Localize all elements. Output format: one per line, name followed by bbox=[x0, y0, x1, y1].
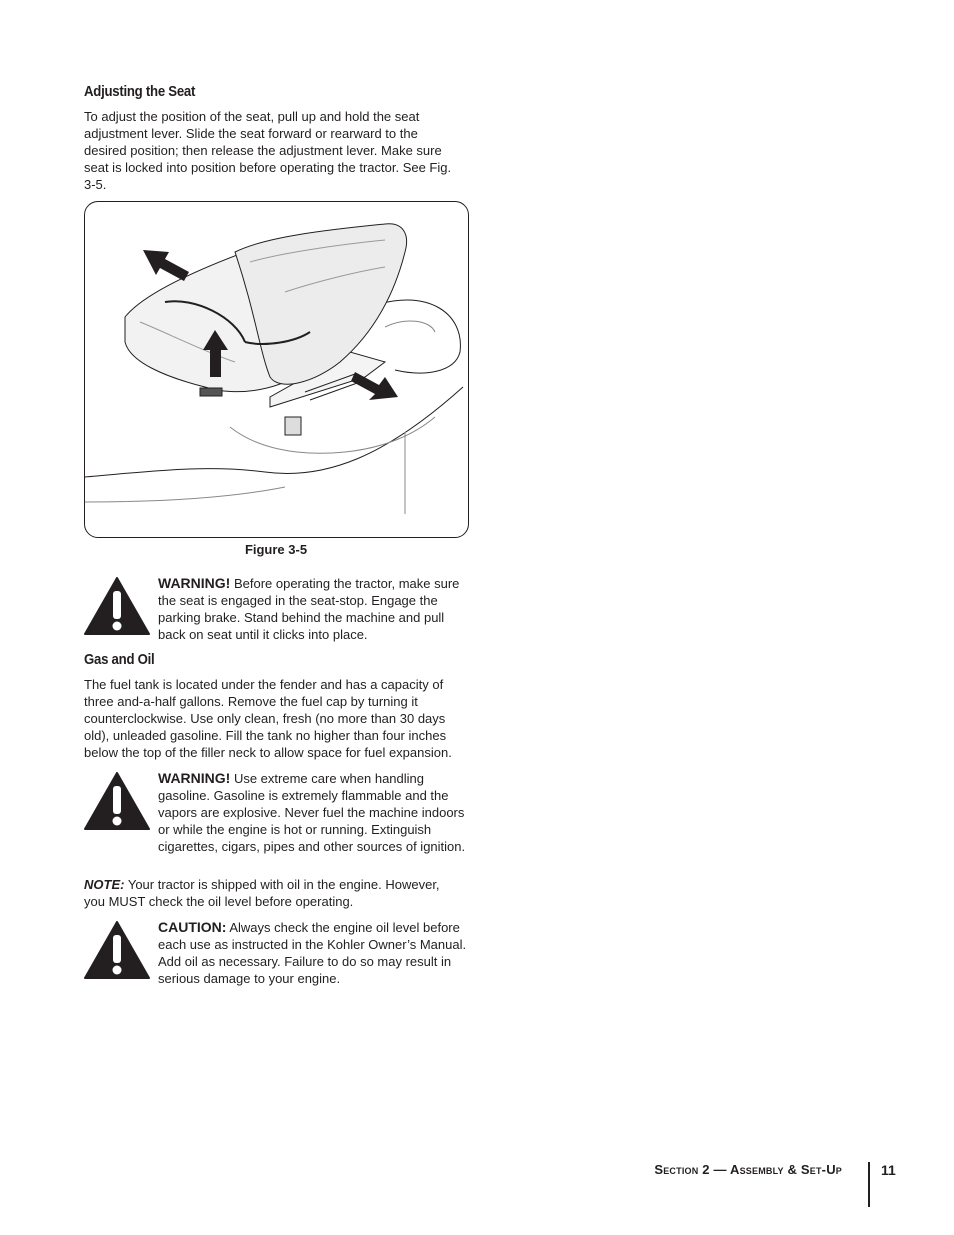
footer-divider bbox=[868, 1162, 870, 1207]
warning1-body: Before operating the tractor, make sure the seat is engaged in the seat-stop. Engage the parking brake. Stand behind the machine and pull back on seat until it clicks into place. bbox=[158, 576, 460, 642]
caution-label: CAUTION: bbox=[158, 919, 227, 935]
warning2-text bbox=[158, 770, 470, 855]
section-footer: Section 2 — Assembly & Set-Up bbox=[654, 1162, 842, 1177]
note-label: NOTE: bbox=[84, 877, 125, 892]
warning2-body: Use extreme care when handling gasoline. Gasoline is extremely flammable and the vapors are explosive. Never fuel the machine indoors or while the engine is hot or running. Extinguish cigarettes, cigars, pipes and other sources of ignition. bbox=[158, 771, 466, 854]
warning1-label: WARNING! bbox=[158, 575, 231, 591]
seat-heading: Adjusting the Seat bbox=[84, 83, 196, 100]
seat-illustration bbox=[85, 202, 468, 537]
caution-body: Always check the engine oil level before each use as instructed in the Kohler Owner’s Manual. Add oil as necessary. Failure to do so may result in serious damage to your engine. bbox=[158, 920, 467, 986]
gas-heading: Gas and Oil bbox=[84, 651, 155, 668]
warning2-label: WARNING! bbox=[158, 770, 231, 786]
seat-body: To adjust the position of the seat, pull up and hold the seat adjustment lever. Slide the seat forward or rearward to the desired position; then release the adjustment lever. Make sure seat is locked into position before operating the tractor. See Fig. 3-5. bbox=[84, 109, 452, 192]
warning-triangle-icon bbox=[84, 772, 150, 830]
figure-3-5-illustration bbox=[84, 201, 469, 538]
warning-triangle-icon bbox=[84, 921, 150, 979]
figure-caption: Figure 3-5 bbox=[244, 542, 308, 557]
warning-triangle-icon bbox=[84, 577, 150, 635]
caution-text bbox=[158, 919, 470, 987]
warning1-text bbox=[158, 575, 470, 643]
note-body: Your tractor is shipped with oil in the engine. However, you MUST check the oil level before operating. bbox=[84, 877, 440, 909]
gas-body: The fuel tank is located under the fender and has a capacity of three and-a-half gallons. Remove the fuel cap by turning it counterclockwise. Use only clean, fresh (no more than 30 days old), unleaded gasoline. Fill the tank no higher than four inches below the top of the filler neck to allow space for fuel expansion. bbox=[84, 677, 452, 760]
note-text bbox=[84, 876, 456, 910]
page-number: 11 bbox=[881, 1162, 896, 1178]
